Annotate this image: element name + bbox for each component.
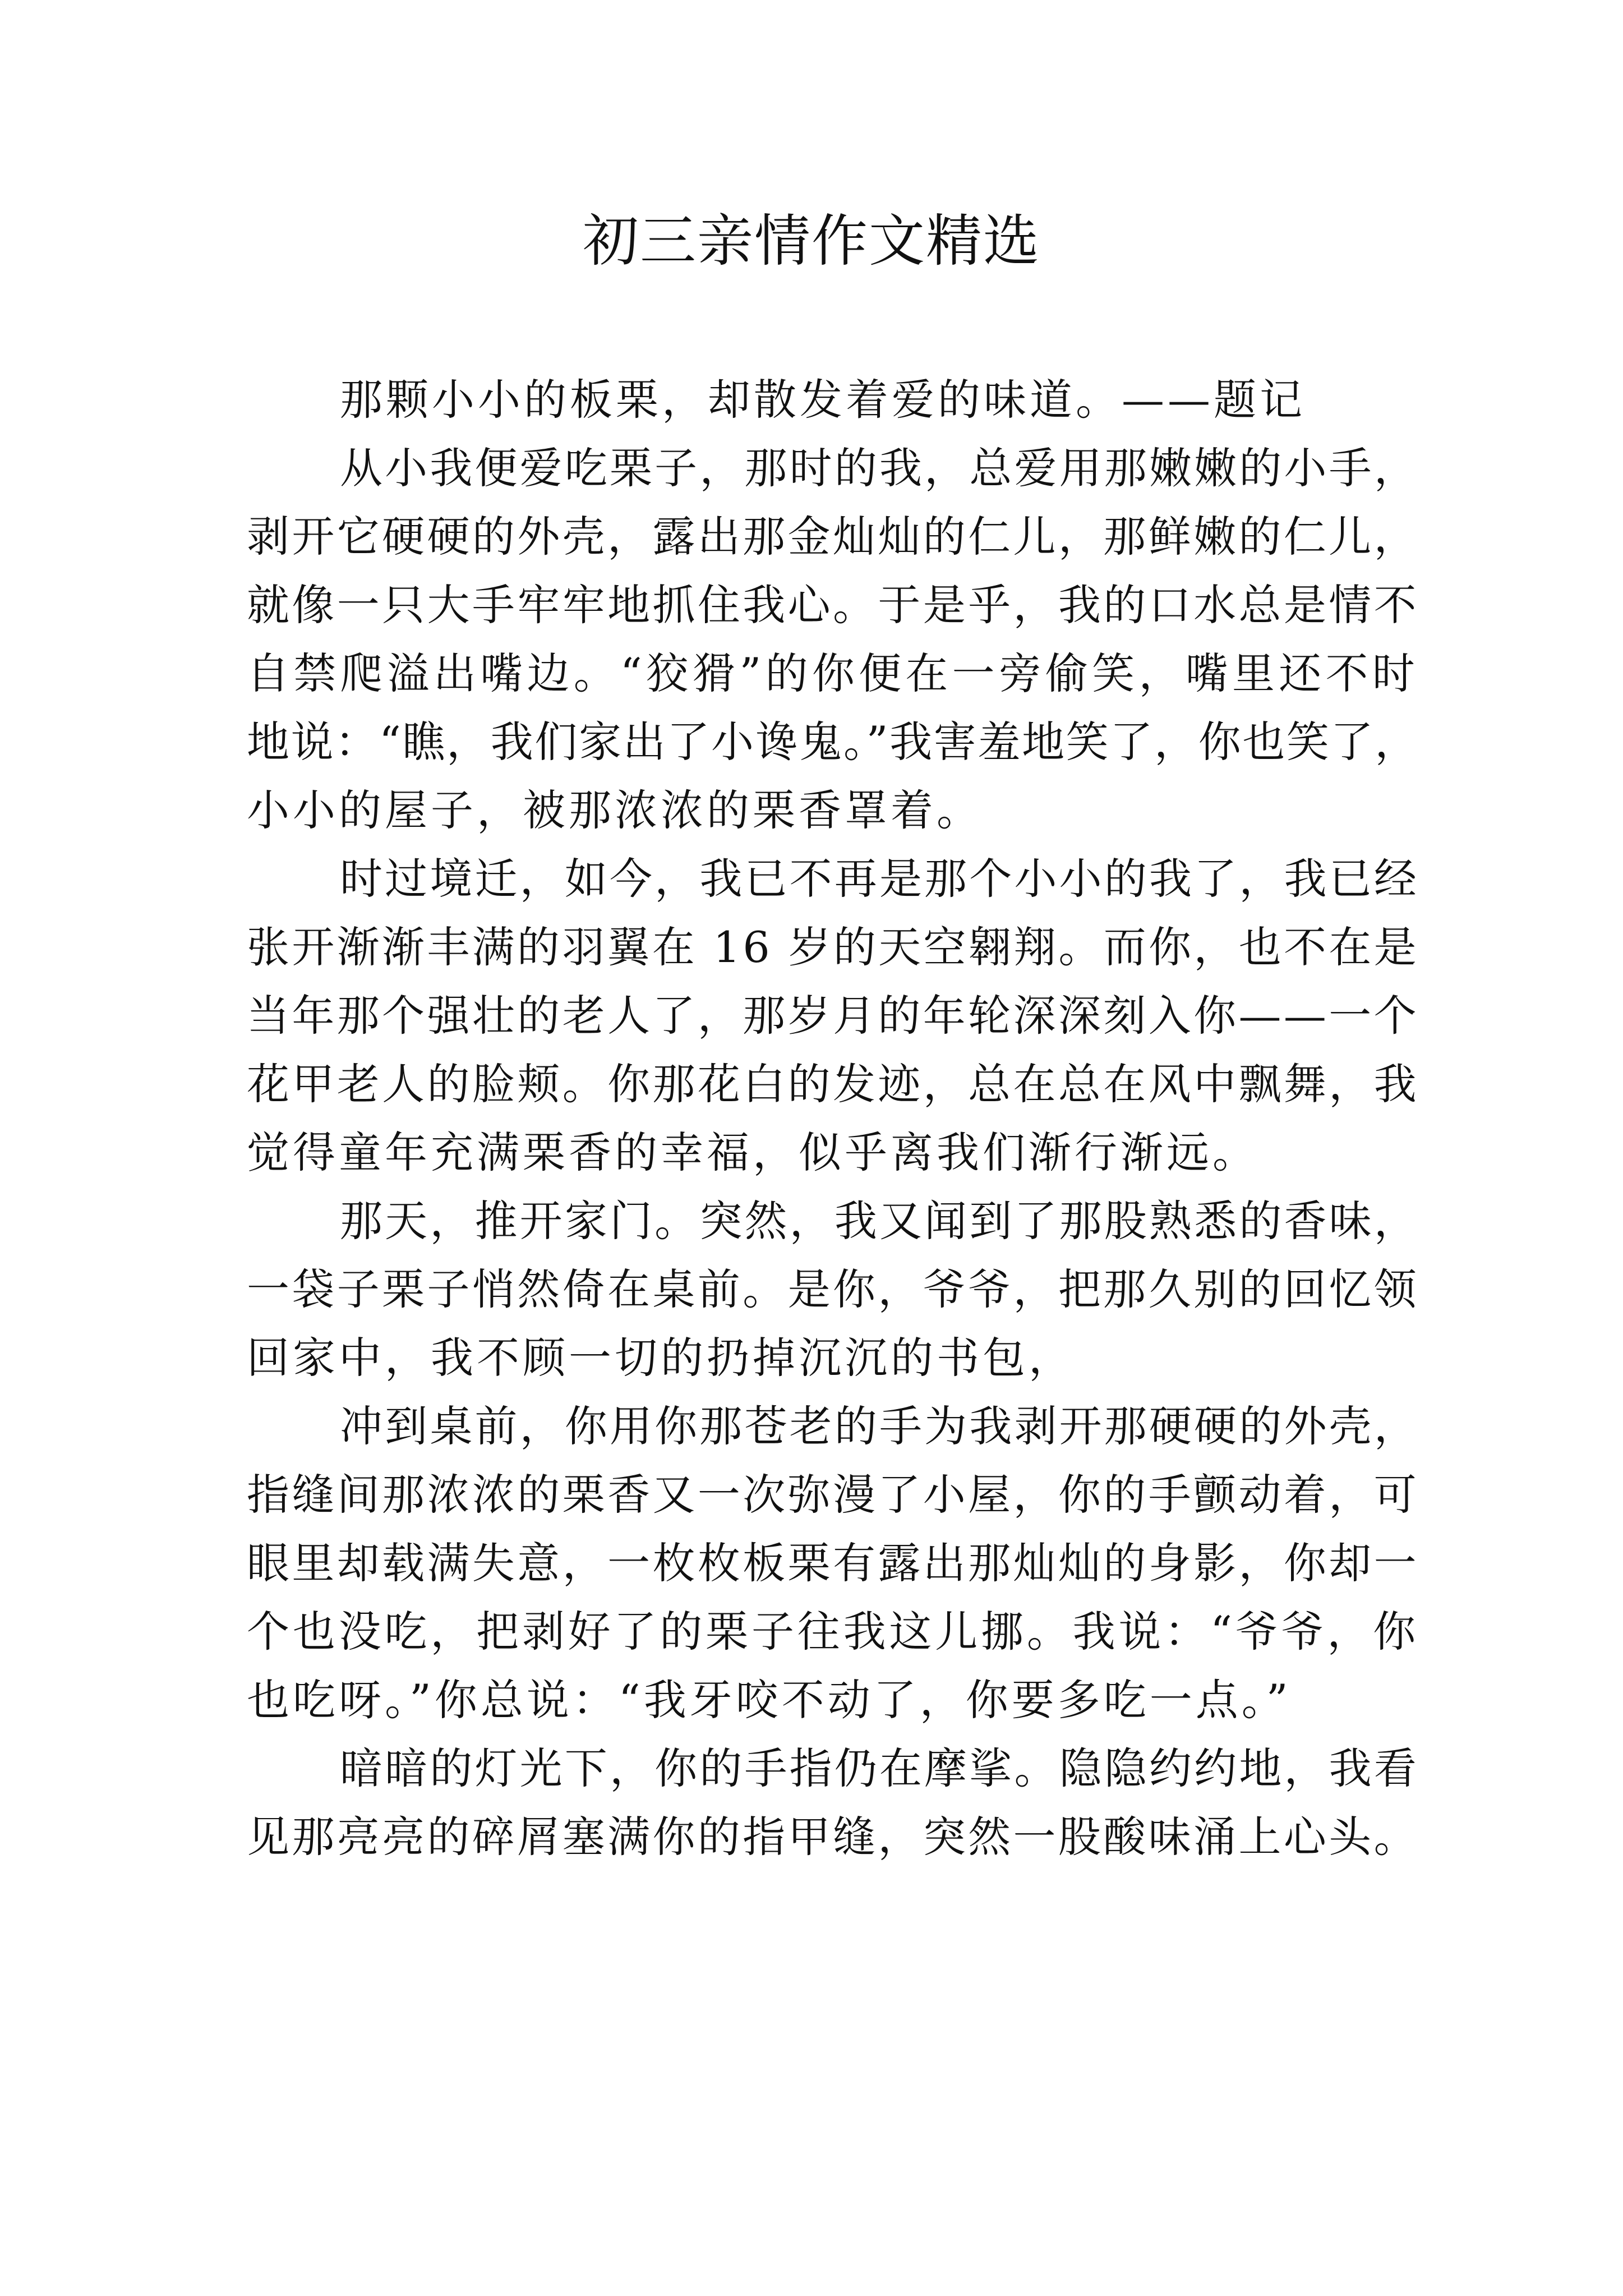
text-line: 那天，推开家门。突然，我又闻到了那股熟悉的香味，: [340, 1196, 1419, 1246]
text-line: 一袋子栗子悄然倚在桌前。是你，爷爷，把那久别的回忆领: [247, 1264, 1419, 1314]
text-line: 个也没吃，把剥好了的栗子往我这儿挪。我说：“爷爷，你: [247, 1607, 1419, 1657]
text-line: 暗暗的灯光下，你的手指仍在摩挲。隐隐约约地，我看: [340, 1743, 1419, 1793]
document-title: 初三亲情作文精选: [583, 208, 1040, 274]
text-line: 觉得童年充满栗香的幸福，似乎离我们渐行渐远。: [247, 1128, 1258, 1177]
text-line: 时过境迁，如今，我已不再是那个小小的我了，我已经: [340, 854, 1419, 904]
text-line: 地说：“瞧，我们家出了小谗鬼。”我害羞地笑了，你也笑了，: [247, 717, 1419, 767]
text-line: 就像一只大手牢牢地抓住我心。于是乎，我的口水总是情不: [247, 580, 1419, 630]
text-line: 自禁爬溢出嘴边。“狡猾”的你便在一旁偷笑，嘴里还不时: [247, 648, 1419, 698]
text-line: 花甲老人的脸颊。你那花白的发迹，总在总在风中飘舞，我: [247, 1059, 1419, 1109]
text-line: 那颗小小的板栗，却散发着爱的味道。——题记: [340, 375, 1306, 425]
text-line: 当年那个强壮的老人了，那岁月的年轮深深刻入你——一个: [247, 991, 1419, 1041]
document-body: [247, 366, 1419, 1871]
text-line: 张开渐渐丰满的羽翼在 16 岁的天空翱翔。而你，也不在是: [247, 922, 1419, 972]
text-line: 小小的屋子，被那浓浓的栗香罩着。: [247, 785, 983, 835]
text-line: 也吃呀。”你总说：“我牙咬不动了，你要多吃一点。”: [247, 1675, 1292, 1725]
text-line: 眼里却载满失意，一枚枚板栗有露出那灿灿的身影，你却一: [247, 1538, 1419, 1588]
text-line: 剥开它硬硬的外壳，露出那金灿灿的仁儿，那鲜嫩的仁儿，: [247, 512, 1419, 562]
text-line: 见那亮亮的碎屑塞满你的指甲缝，突然一股酸味涌上心头。: [247, 1812, 1419, 1862]
text-line: 回家中，我不顾一切的扔掉沉沉的书包，: [247, 1333, 1075, 1383]
text-line: 冲到桌前，你用你那苍老的手为我剥开那硬硬的外壳，: [340, 1401, 1419, 1451]
text-line: 指缝间那浓浓的栗香又一次弥漫了小屋，你的手颤动着，可: [247, 1470, 1419, 1520]
text-line: 从小我便爱吃栗子，那时的我，总爱用那嫩嫩的小手，: [340, 443, 1419, 493]
